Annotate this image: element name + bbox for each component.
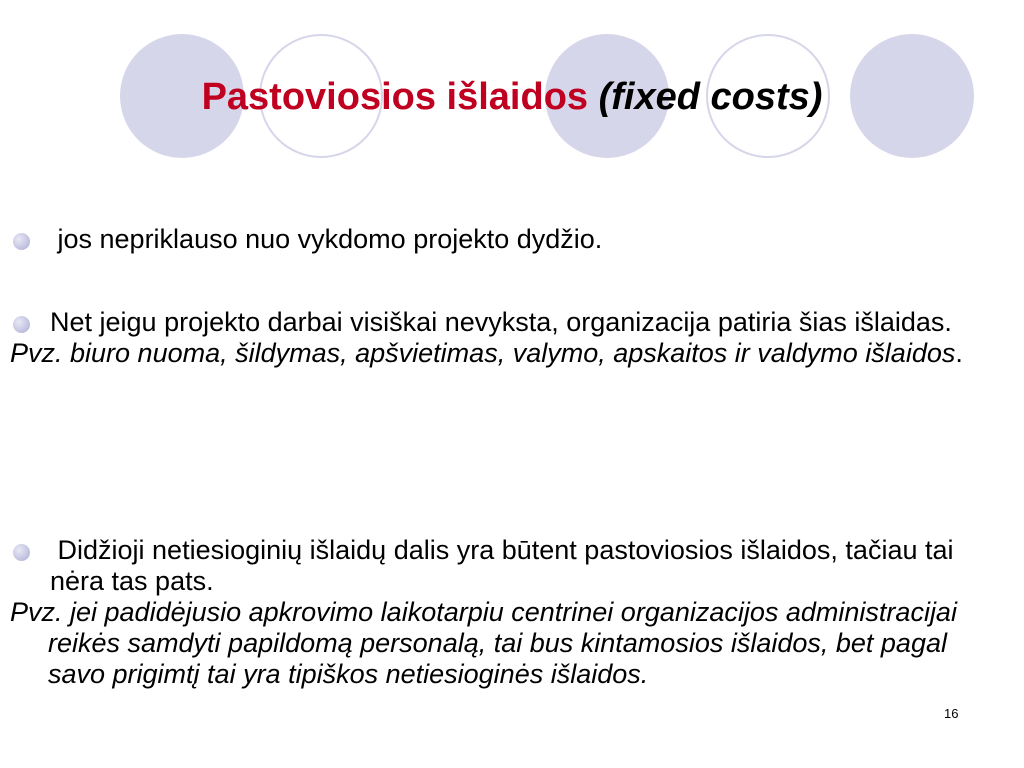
bullet-2-example xyxy=(0,338,1000,369)
bullet-dot-icon xyxy=(13,316,30,333)
bullet-2 xyxy=(0,307,1000,369)
bullet-dot-icon xyxy=(13,233,30,250)
bullet-1-text: jos nepriklauso nuo vykdomo projekto dydžio. xyxy=(50,224,603,254)
bullet-2-example-suffix: . xyxy=(955,338,963,368)
bullet-1 xyxy=(0,224,1000,255)
bullet-2-example-text: Pvz. biuro nuoma, šildymas, apšvietimas, valymo, apskaitos ir valdymo išlaidos xyxy=(10,338,956,368)
bullet-dot-icon xyxy=(13,544,30,561)
slide-title-subtitle: (fixed costs) xyxy=(598,76,823,118)
slide-title-main: Pastoviosios išlaidos xyxy=(201,76,589,118)
bullet-2-text: Net jeigu projekto darbai visiškai nevyksta, organizacija patiria šias išlaidas. xyxy=(50,307,952,337)
slide-number: 16 xyxy=(944,706,959,721)
bullet-3-example-text: Pvz. jei padidėjusio apkrovimo laikotarpiu centrinei organizacijos administracijai reikės samdyti papildomą personalą, tai bus kintamosios išlaidos, bet pagal savo prigimtį tai yra tipiškos netiesioginės išlaidos. xyxy=(10,597,957,689)
bullet-3 xyxy=(0,535,1000,690)
bullet-3-example xyxy=(0,597,1000,690)
bullet-3-text: Didžioji netiesioginių išlaidų dalis yra būtent pastoviosios išlaidos, tačiau tai nėra tas pats. xyxy=(50,535,962,596)
slide-title xyxy=(0,74,1024,120)
